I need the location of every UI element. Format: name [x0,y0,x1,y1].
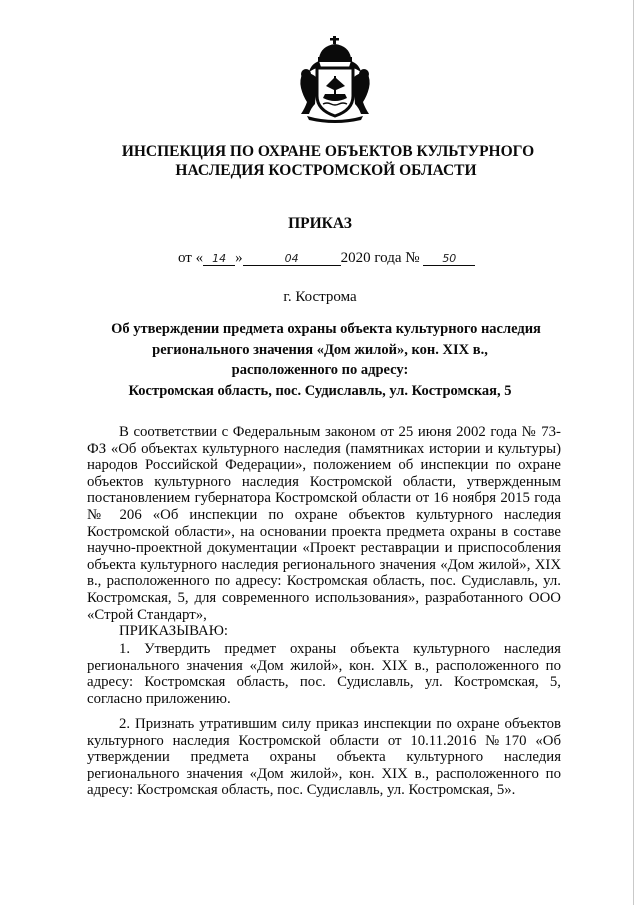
subject-line2: регионального значения «Дом жилой», кон. XIX в., [152,342,488,358]
coat-of-arms-icon [295,34,375,126]
date-year-text: 2020 года № [340,250,420,266]
subject-line1: Об утверждении предмета охраны объекта культурного наследия [111,321,541,337]
organization-title-line1: ИНСПЕКЦИЯ ПО ОХРАНЕ ОБЪЕКТОВ КУЛЬТУРНОГО [121,143,535,160]
subject-line4: Костромская область, пос. Судиславль, ул. Костромская, 5 [128,383,512,399]
date-day-close: » [235,250,243,266]
scan-edge-line [633,0,634,905]
order-item-2: 2. Признать утратившим силу приказ инспекции по охране объектов культурного наследия Костромской области от 10.11.2016 №170 «Об утверждении предмета охраны объекта культурного наследия регионального значения «Дом жилой», кон. XIX в., расположенного по адресу: Костромская область, пос. Судиславль, ул. Костромская, 5». [87,716,561,799]
document-type-title: ПРИКАЗ [288,215,352,232]
order-date-line [178,249,475,267]
order-number-field: 50 [423,252,475,266]
order-word: ПРИКАЗЫВАЮ: [119,623,229,639]
date-day-field: 14 [203,252,235,266]
preamble-paragraph: В соответствии с Федеральным законом от 25 июня 2002 года № 73-ФЗ «Об объектах культурного наследия (памятниках истории и культуры) народов Российской Федерации», положением об инспекции по охране объектов культурного наследия Костромской области, утвержденным постановлением губернатора Костромской области от 16 ноября 2015 года № 206 «Об инспекции по охране объектов культурного наследия Костромской области», на основании проекта предмета охраны в составе научно-проектной документации «Проект реставрации и приспособления объекта культурного наследия регионального значения «Дом жилой», XIX в., расположенного по адресу: Костромская область, пос. Судиславль, ул. Костромская, 5, для современного использования», разработанного ООО «Строй Стандарт», [87,424,561,623]
date-month-field: 04 [243,252,341,266]
organization-title-line2: НАСЛЕДИЯ КОСТРОМСКОЙ ОБЛАСТИ [175,162,477,179]
order-item-1: 1. Утвердить предмет охраны объекта культурного наследия регионального значения «Дом жилой», кон. XIX в., расположенного по адресу: Костромская область, пос. Судиславль, ул. Костромская, 5, согласно приложению. [87,641,561,707]
subject-line3: расположенного по адресу: [231,362,409,378]
city-line: г. Кострома [283,289,357,305]
date-prefix: от « [178,250,204,266]
